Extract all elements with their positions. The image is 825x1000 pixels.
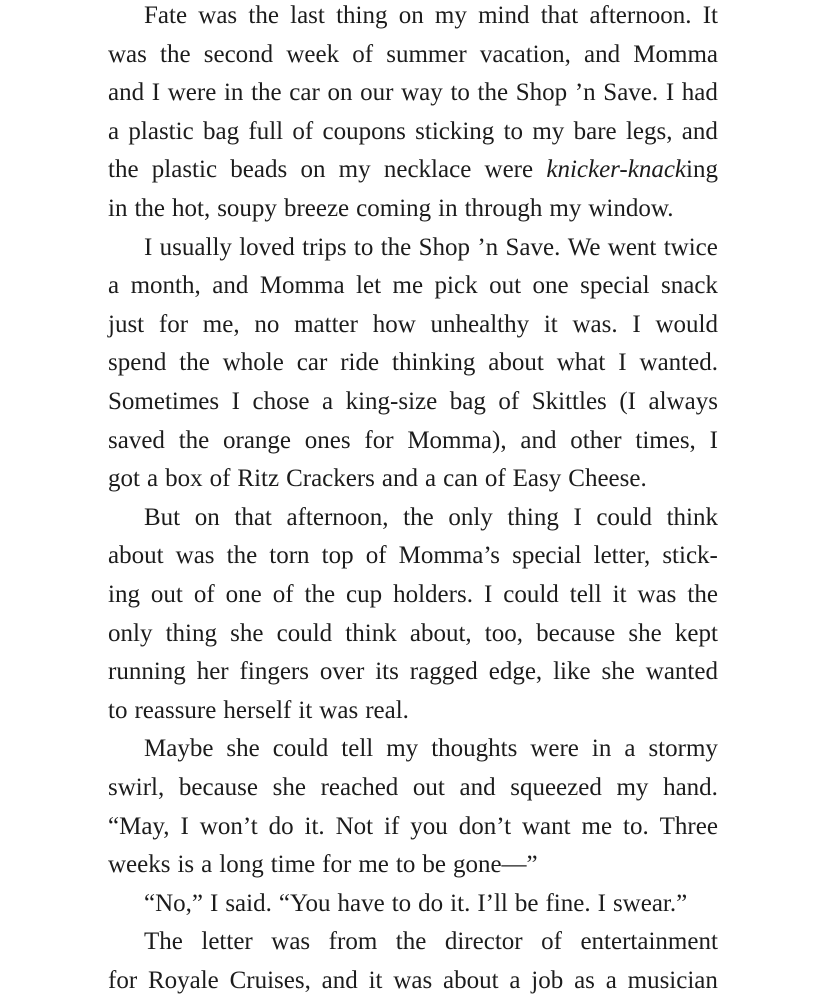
text-line: the plastic beads on my necklace were knicker-knacking — [108, 156, 718, 184]
text-line: The letter was from the director of entertainment — [144, 928, 718, 956]
text-line: just for me, no matter how unhealthy it was. I would — [108, 310, 718, 338]
text-line: in the hot, soupy breeze coming in through my window. — [108, 195, 674, 222]
text-line: about was the torn top of Momma’s special letter, stick- — [108, 542, 718, 570]
text-line: and I were in the car on our way to the Shop ’n Save. I had — [108, 79, 718, 107]
text-line: was the second week of summer vacation, and Momma — [108, 40, 718, 68]
text-line: But on that afternoon, the only thing I could think — [144, 503, 718, 531]
text-line: ing out of one of the cup holders. I could tell it was the — [108, 581, 718, 608]
text-line: I usually loved trips to the Shop ’n Save. We went twice — [144, 233, 718, 261]
text-line: for Royale Cruises, and it was about a job as a musician — [108, 967, 718, 994]
text-line: swirl, because she reached out and squeezed my hand. — [108, 774, 718, 801]
text-line: Maybe she could tell my thoughts were in a stormy — [144, 735, 718, 763]
text-line: a plastic bag full of coupons sticking to my bare legs, and — [108, 117, 718, 145]
text-line: spend the whole car ride thinking about what I wanted. — [108, 349, 718, 377]
text-line: Sometimes I chose a king-size bag of Skittles (I always — [108, 388, 718, 415]
text-line: “No,” I said. “You have to do it. I’ll be fine. I swear.” — [144, 889, 688, 917]
text-line: got a box of Ritz Crackers and a can of Easy Cheese. — [108, 465, 647, 493]
text-line: running her fingers over its ragged edge, like she wanted — [108, 658, 718, 686]
text-line: only thing she could think about, too, because she kept — [108, 619, 718, 647]
text-line: a month, and Momma let me pick out one special snack — [108, 272, 718, 300]
text-line: “May, I won’t do it. Not if you don’t want me to. Three — [108, 812, 718, 840]
text-line: to reassure herself it was real. — [108, 696, 409, 724]
text-line: saved the orange ones for Momma), and other times, I — [108, 426, 718, 454]
text-line: weeks is a long time for me to be gone—” — [108, 851, 538, 879]
text-line: Fate was the last thing on my mind that afternoon. It — [144, 2, 718, 29]
